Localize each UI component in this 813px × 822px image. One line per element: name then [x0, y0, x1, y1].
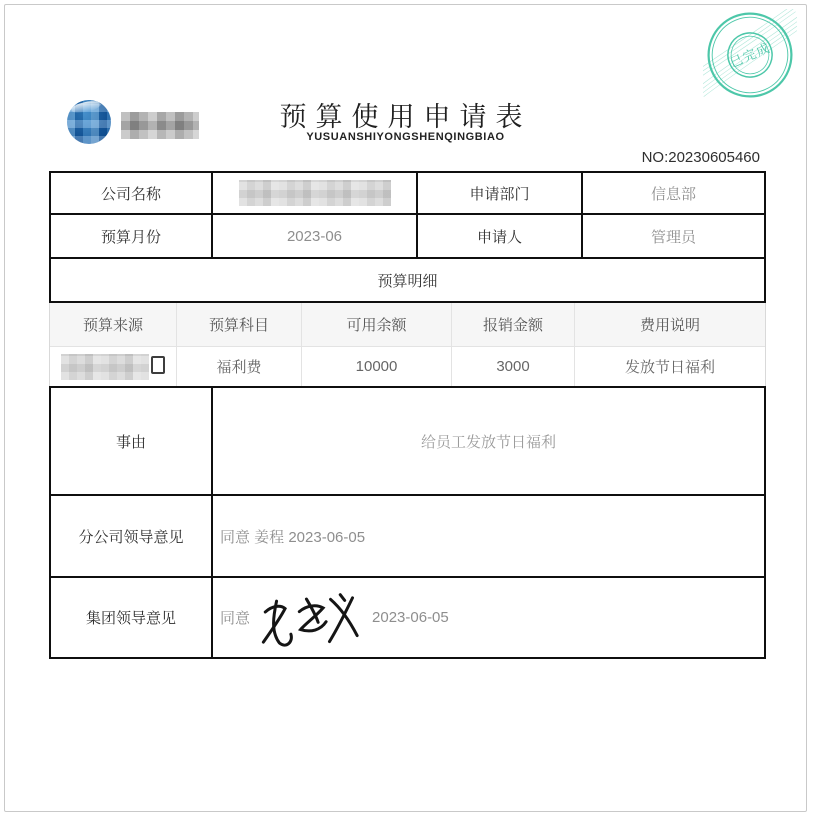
budget-month-value: 2023-06 — [211, 215, 416, 257]
budget-source-redacted — [61, 354, 149, 380]
col-available-balance: 可用余额 — [301, 303, 451, 346]
reason-value: 给员工发放节日福利 — [211, 388, 764, 494]
apply-department-label: 申请部门 — [416, 173, 581, 213]
form-sheet — [4, 4, 807, 812]
budget-month-label: 预算月份 — [100, 228, 161, 246]
col-budget-source: 预算来源 — [82, 317, 143, 334]
stamp-text: 已完成 — [727, 39, 773, 71]
detail-header-row — [50, 303, 765, 347]
apply-department-value: 信息部 — [581, 173, 764, 213]
col-reimburse-amount: 报销金额 — [451, 303, 574, 346]
expense-description-value: 发放节日福利 — [574, 347, 765, 386]
budget-subject-value: 福利费 — [176, 347, 301, 386]
table-row — [49, 578, 766, 659]
group-leader-opinion-label: 集团领导意见 — [85, 610, 176, 627]
table-row — [49, 259, 766, 303]
group-leader-opinion-value — [211, 578, 764, 657]
reimburse-amount-value: 3000 — [451, 347, 574, 386]
approval-agree-text: 同意 — [220, 610, 251, 627]
col-budget-subject: 预算科目 — [176, 303, 301, 346]
reason-label: 事由 — [115, 433, 146, 451]
completed-stamp-icon — [703, 9, 797, 101]
table-row — [49, 386, 766, 496]
page-title: 预算使用申请表 — [279, 102, 532, 132]
handwritten-signature — [256, 593, 360, 649]
table-row — [49, 496, 766, 578]
company-name-value — [211, 173, 416, 213]
budget-source-partial-glyph — [151, 356, 165, 374]
col-expense-description: 费用说明 — [574, 303, 765, 346]
budget-source-value — [50, 347, 176, 386]
available-balance-value: 10000 — [301, 347, 451, 386]
document-number: NO:20230605460 — [641, 149, 760, 166]
company-name-label: 公司名称 — [100, 185, 161, 203]
budget-application-table — [49, 171, 766, 659]
branch-leader-opinion-value: 同意 姜程 2023-06-05 — [211, 496, 764, 576]
company-name-redacted — [239, 180, 391, 206]
detail-section-title: 预算明细 — [377, 272, 438, 290]
applicant-value: 管理员 — [581, 215, 764, 257]
branch-leader-opinion-label: 分公司领导意见 — [78, 528, 184, 546]
applicant-label: 申请人 — [416, 215, 581, 257]
table-row — [49, 171, 766, 215]
approval-date: 2023-06-05 — [372, 609, 449, 626]
budget-detail-grid — [49, 303, 766, 386]
detail-data-row — [50, 347, 765, 386]
page-subtitle: YUSUANSHIYONGSHENQINGBIAO — [306, 131, 505, 143]
table-row — [49, 215, 766, 259]
